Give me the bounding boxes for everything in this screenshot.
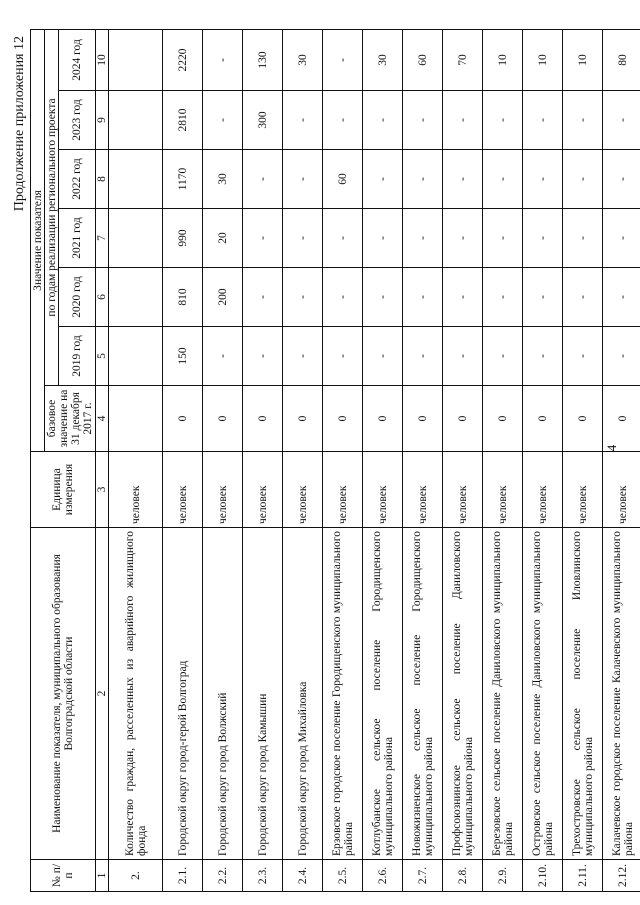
row-unit: человек (243, 452, 283, 528)
row-value: 10 (483, 29, 523, 90)
table-row (483, 29, 523, 891)
table-row (323, 29, 363, 891)
row-value: - (363, 91, 403, 150)
row-value: - (523, 150, 563, 209)
row-value: - (523, 209, 563, 268)
column-index: 6 (96, 268, 109, 327)
table-row (403, 29, 443, 891)
column-index: 10 (96, 29, 109, 90)
header-year: 2022 год (59, 150, 96, 209)
row-name: Профсоюзнинское сельское поселение Даниловского муниципального района (443, 528, 483, 860)
row-num: 2.6. (363, 860, 403, 892)
row-value: 70 (443, 29, 483, 90)
row-name: Ерзовское городское поселение Городищенского муниципального района (323, 528, 363, 860)
row-base: 0 (243, 386, 283, 452)
row-value: - (203, 29, 243, 90)
row-value (109, 91, 163, 150)
row-value: - (603, 268, 640, 327)
row-base: 0 (483, 386, 523, 452)
row-name: Количество граждан, расселенных из аварийного жилищного фонда (109, 528, 163, 860)
row-value: - (283, 91, 323, 150)
table-row (523, 29, 563, 891)
row-value: 30 (203, 150, 243, 209)
row-value: - (363, 327, 403, 386)
table-row (163, 29, 203, 891)
header-unit: Единица измерения (31, 452, 96, 528)
row-num: 2.7. (403, 860, 443, 892)
row-value: 60 (403, 29, 443, 90)
row-value: - (363, 209, 403, 268)
row-unit: человек (203, 452, 243, 528)
row-base: 0 (403, 386, 443, 452)
header-name: Наименование показателя, муниципального образования Волгоградской области (31, 528, 96, 860)
row-unit: человек (523, 452, 563, 528)
row-name: Калачевское городское поселение Калачевского муниципального района (603, 528, 640, 860)
table-row (363, 29, 403, 891)
row-value: - (443, 91, 483, 150)
column-index-row (96, 29, 109, 891)
row-value: - (323, 268, 363, 327)
row-name: Березовское сельское поселение Даниловского муниципального района (483, 528, 523, 860)
row-value: 1170 (163, 150, 203, 209)
row-num: 2.10. (523, 860, 563, 892)
row-base: 0 (283, 386, 323, 452)
row-value: 2220 (163, 29, 203, 90)
row-base (109, 386, 163, 452)
row-value: - (603, 327, 640, 386)
header-year: 2023 год (59, 91, 96, 150)
table-row (563, 29, 603, 891)
table-row (203, 29, 243, 891)
row-value: 10 (563, 29, 603, 90)
row-value: - (323, 209, 363, 268)
row-base: 0 (323, 386, 363, 452)
row-value: - (483, 327, 523, 386)
table-row (109, 29, 163, 891)
row-value: - (243, 268, 283, 327)
row-value (109, 209, 163, 268)
row-value: 130 (243, 29, 283, 90)
row-value: - (403, 150, 443, 209)
row-value: - (323, 327, 363, 386)
row-unit: человек (109, 452, 163, 528)
row-num: 2.9. (483, 860, 523, 892)
column-index: 5 (96, 327, 109, 386)
row-value: - (563, 91, 603, 150)
row-unit: человек (603, 452, 640, 528)
row-unit: человек (443, 452, 483, 528)
row-value: - (443, 327, 483, 386)
row-base: 0 (203, 386, 243, 452)
header-year: 2019 год (59, 327, 96, 386)
table-row (603, 29, 640, 891)
row-value: - (483, 150, 523, 209)
row-value: - (563, 150, 603, 209)
row-value: - (283, 327, 323, 386)
row-value (109, 327, 163, 386)
header-num: № п/п (31, 860, 96, 892)
row-name: Городской округ город Михайловка (283, 528, 323, 860)
row-value: - (323, 29, 363, 90)
column-index: 9 (96, 91, 109, 150)
row-name: Новожизненское сельское поселение Городищенского муниципального района (403, 528, 443, 860)
row-base: 0 (163, 386, 203, 452)
row-num: 2.8. (443, 860, 483, 892)
row-value: - (403, 327, 443, 386)
row-value: 80 (603, 29, 640, 90)
header-year: 2024 год (59, 29, 96, 90)
row-value: 30 (283, 29, 323, 90)
row-value: 990 (163, 209, 203, 268)
row-value: - (283, 150, 323, 209)
row-num: 2.12. (603, 860, 640, 892)
row-unit: человек (163, 452, 203, 528)
row-num: 2.2. (203, 860, 243, 892)
row-value (109, 268, 163, 327)
indicator-table (30, 29, 640, 892)
row-value (109, 29, 163, 90)
row-value: - (363, 268, 403, 327)
row-base: 0 (603, 386, 640, 452)
column-index: 8 (96, 150, 109, 209)
row-value: 2810 (163, 91, 203, 150)
row-value: - (563, 327, 603, 386)
row-value: - (603, 209, 640, 268)
table-row (443, 29, 483, 891)
header-year: 2021 год (59, 209, 96, 268)
row-value: - (323, 91, 363, 150)
row-unit: человек (403, 452, 443, 528)
row-value: - (243, 327, 283, 386)
row-value: - (403, 91, 443, 150)
row-value: - (483, 268, 523, 327)
row-name: Городской округ город Камышин (243, 528, 283, 860)
row-value: - (283, 209, 323, 268)
row-name: Трехостровское сельское поселение Иловлинского муниципального района (563, 528, 603, 860)
row-value: - (363, 150, 403, 209)
row-value: - (563, 209, 603, 268)
row-value: 60 (323, 150, 363, 209)
row-value: - (603, 91, 640, 150)
rotated-page (10, 22, 635, 892)
row-value: - (563, 268, 603, 327)
row-unit: человек (563, 452, 603, 528)
row-value: 30 (363, 29, 403, 90)
row-num: 2.4. (283, 860, 323, 892)
row-base: 0 (563, 386, 603, 452)
row-num: 2.5. (323, 860, 363, 892)
row-value: 10 (523, 29, 563, 90)
row-value: 150 (163, 327, 203, 386)
row-base: 0 (363, 386, 403, 452)
row-value: 300 (243, 91, 283, 150)
row-value: - (203, 327, 243, 386)
row-value: - (483, 209, 523, 268)
row-value: - (443, 209, 483, 268)
row-base: 0 (523, 386, 563, 452)
row-value: - (203, 91, 243, 150)
row-num: 2.1. (163, 860, 203, 892)
table-row (243, 29, 283, 891)
row-value: - (243, 209, 283, 268)
header-values-group: Значение показателя (31, 29, 45, 451)
page-number: 4 (604, 444, 619, 452)
row-value: 20 (203, 209, 243, 268)
row-unit: человек (323, 452, 363, 528)
header-year: 2020 год (59, 268, 96, 327)
row-value: - (403, 209, 443, 268)
row-unit: человек (363, 452, 403, 528)
column-index: 7 (96, 209, 109, 268)
row-value: 810 (163, 268, 203, 327)
row-value: - (243, 150, 283, 209)
column-index: 3 (96, 452, 109, 528)
header-base: базовое значение на 31 декабря 2017 г. (45, 386, 96, 452)
row-name: Островское сельское поселение Даниловского муниципального района (523, 528, 563, 860)
row-name: Городской округ город-герой Волгоград (163, 528, 203, 860)
row-value: - (523, 268, 563, 327)
row-value: - (443, 268, 483, 327)
column-index: 2 (96, 528, 109, 860)
column-index: 1 (96, 860, 109, 892)
row-unit: человек (483, 452, 523, 528)
row-value: - (603, 150, 640, 209)
row-unit: человек (283, 452, 323, 528)
row-value: - (283, 268, 323, 327)
continuation-note: Продолжение приложения 12 (12, 36, 27, 212)
header-years-group: по годам реализации регионального проекта (45, 29, 59, 385)
row-name: Котлубанское сельское поселение Городищенского муниципального района (363, 528, 403, 860)
row-value: - (443, 150, 483, 209)
row-num: 2. (109, 860, 163, 892)
row-value: - (403, 268, 443, 327)
table-row (283, 29, 323, 891)
column-index: 4 (96, 386, 109, 452)
row-value: - (523, 91, 563, 150)
row-value: - (483, 91, 523, 150)
row-name: Городской округ город Волжский (203, 528, 243, 860)
row-value (109, 150, 163, 209)
row-num: 2.11. (563, 860, 603, 892)
row-num: 2.3. (243, 860, 283, 892)
row-value: - (523, 327, 563, 386)
row-value: 200 (203, 268, 243, 327)
row-base: 0 (443, 386, 483, 452)
